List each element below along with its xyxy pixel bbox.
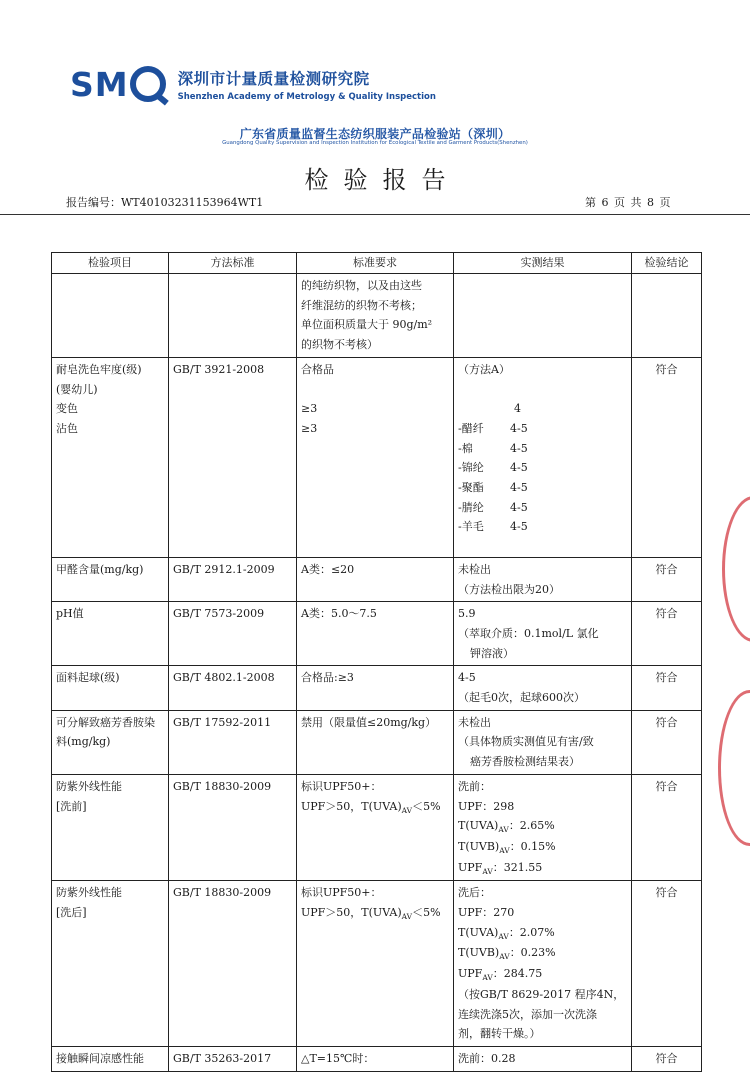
cell-requirement <box>297 774 454 881</box>
cell-result <box>454 710 632 774</box>
cell-requirement: A类：≤20 <box>297 557 454 601</box>
req-line: 合格品 <box>301 362 334 376</box>
cell-requirement <box>297 881 454 1047</box>
result-color-change: 4 <box>514 402 521 416</box>
item-line: 耐皂洗色牢度(级) <box>56 362 142 376</box>
cell-item: pH值 <box>52 602 169 666</box>
result-text: UPF <box>458 860 483 874</box>
table-row <box>52 881 702 1047</box>
result-text: ：0.23% <box>509 946 556 960</box>
stain-value: 4-5 <box>510 481 528 495</box>
result-line <box>458 964 627 985</box>
cell-item: 接触瞬间凉感性能 <box>52 1046 169 1071</box>
cell-requirement: 禁用（限量值≤20mg/kg） <box>297 710 454 774</box>
cell-verdict: 符合 <box>632 710 702 774</box>
cell-result <box>454 666 632 710</box>
req-line: 的纯纺织物，以及由这些 <box>301 279 422 292</box>
req-line <box>301 797 449 818</box>
req-text: UPF＞50，T(UVA) <box>301 799 402 813</box>
cell-method: GB/T 18830-2009 <box>169 881 297 1047</box>
cell-requirement <box>297 274 454 358</box>
inspection-results-table <box>51 252 702 1072</box>
result-line: 钾溶液） <box>470 646 514 660</box>
result-line <box>458 816 627 837</box>
result-line: 癌芳香胺检测结果表） <box>470 755 580 769</box>
cell-item <box>52 881 169 1047</box>
cell-verdict: 符合 <box>632 357 702 557</box>
cell-result <box>454 881 632 1047</box>
cell-method: GB/T 17592-2011 <box>169 710 297 774</box>
stain-label: -醋纤 <box>458 421 484 435</box>
item-line: [洗前] <box>56 799 87 813</box>
result-line: 未检出 <box>458 715 491 729</box>
cell-result <box>454 774 632 881</box>
subscript: AV <box>401 805 413 815</box>
cell-item <box>52 274 169 358</box>
table-row <box>52 602 702 666</box>
stain-line <box>458 478 627 498</box>
result-line <box>458 858 627 879</box>
header-verdict: 检验结论 <box>632 253 702 274</box>
smq-logo-letters: SM <box>70 64 129 104</box>
result-line: 5.9 <box>458 607 476 621</box>
stain-label: -棉 <box>458 441 473 455</box>
stain-line <box>458 439 627 459</box>
subscript: AV <box>499 952 510 962</box>
cell-item: 甲醛含量(mg/kg) <box>52 557 169 601</box>
req-line: 标识UPF50+： <box>301 779 382 793</box>
result-line <box>458 380 627 400</box>
stain-label: -羊毛 <box>458 520 484 534</box>
cell-method: GB/T 4802.1-2008 <box>169 666 297 710</box>
table-row <box>52 1046 702 1071</box>
cell-item <box>52 774 169 881</box>
cell-item <box>52 710 169 774</box>
result-line: 连续洗涤5次，添加一次洗涤 <box>458 1007 597 1021</box>
institute-logo <box>70 62 436 106</box>
result-text: T(UVB) <box>458 839 500 853</box>
stain-line <box>458 517 627 537</box>
header-result: 实测结果 <box>454 253 632 274</box>
institute-name-cn: 深圳市计量质量检测研究院 <box>177 69 370 88</box>
result-line: 洗前： <box>458 779 491 793</box>
result-text: ：321.55 <box>492 860 543 874</box>
item-line: 可分解致癌芳香胺染 <box>56 715 155 729</box>
cell-verdict: 符合 <box>632 1046 702 1071</box>
table-row <box>52 710 702 774</box>
req-line: ≥3 <box>301 402 318 416</box>
cell-method: GB/T 2912.1-2009 <box>169 557 297 601</box>
req-line: 单位面积质量大于 90g/m² <box>301 318 433 332</box>
report-title: 检验报告 <box>304 166 461 194</box>
subscript: AV <box>498 825 509 835</box>
cell-method <box>169 274 297 358</box>
item-line: [洗后] <box>56 906 87 920</box>
result-line: （方法检出限为20） <box>458 582 560 596</box>
table-row <box>52 666 702 710</box>
result-line: UPF：270 <box>458 906 515 920</box>
cell-item <box>52 357 169 557</box>
item-line: 沾色 <box>56 421 78 435</box>
result-line: （起毛0次，起球600次） <box>458 691 585 705</box>
cell-verdict <box>632 274 702 358</box>
result-line: （具体物质实测值见有害/致 <box>458 735 594 749</box>
table-row <box>52 274 702 358</box>
result-text: T(UVB) <box>458 946 500 960</box>
result-line: （方法A） <box>458 362 510 376</box>
cell-requirement: A类：5.0～7.5 <box>297 602 454 666</box>
header-requirement: 标准要求 <box>297 253 454 274</box>
header-divider <box>0 214 750 215</box>
stain-value: 4-5 <box>510 520 528 534</box>
subscript: AV <box>401 912 413 922</box>
stain-line <box>458 458 627 478</box>
cell-result: 洗前：0.28 <box>454 1046 632 1071</box>
smq-logo <box>70 66 166 102</box>
result-text: T(UVA) <box>458 819 499 833</box>
page-number: 第 6 页 共 8 页 <box>585 196 671 209</box>
req-line: 的织物不考核） <box>301 338 378 352</box>
cell-item: 面料起球(级) <box>52 666 169 710</box>
stain-value: 4-5 <box>510 461 528 475</box>
cell-verdict: 符合 <box>632 774 702 881</box>
stain-line <box>458 419 627 439</box>
report-number: 报告编号：WT40103231153964WT1 <box>66 196 264 209</box>
result-line: 剂，翻转干燥。） <box>458 1027 541 1041</box>
stain-line <box>458 498 627 518</box>
stain-value: 4-5 <box>510 500 528 514</box>
cell-result <box>454 357 632 557</box>
table-header-row <box>52 253 702 274</box>
result-text: ：2.65% <box>508 819 555 833</box>
station-name-cn: 广东省质量监督生态纺织服装产品检验站（深圳） <box>239 127 511 141</box>
subscript: AV <box>482 866 493 876</box>
header-method: 方法标准 <box>169 253 297 274</box>
cell-method: GB/T 35263-2017 <box>169 1046 297 1071</box>
result-line <box>458 923 627 944</box>
req-text: UPF＞50，T(UVA) <box>301 906 402 920</box>
subscript: AV <box>498 931 509 941</box>
item-line: 变色 <box>56 402 78 416</box>
result-line: （萃取介质：0.1mol/L 氯化 <box>458 626 599 640</box>
cell-requirement <box>297 357 454 557</box>
req-line: 标识UPF50+： <box>301 886 382 900</box>
result-line: 未检出 <box>458 562 491 576</box>
cell-method: GB/T 7573-2009 <box>169 602 297 666</box>
result-text: T(UVA) <box>458 925 499 939</box>
cell-verdict: 符合 <box>632 602 702 666</box>
cell-verdict: 符合 <box>632 881 702 1047</box>
stain-value: 4-5 <box>510 441 528 455</box>
red-seal-stamp <box>722 496 750 642</box>
cell-method <box>169 357 297 557</box>
cell-method: GB/T 18830-2009 <box>169 774 297 881</box>
req-line <box>301 380 449 400</box>
item-line: (婴幼儿) <box>56 382 98 396</box>
smq-q-mark <box>130 66 166 102</box>
cell-result <box>454 602 632 666</box>
institute-name-en: Shenzhen Academy of Metrology & Quality Inspection <box>177 91 436 102</box>
result-line: （按GB/T 8629-2017 程序4N， <box>458 987 625 1001</box>
method-text: GB/T 3921-2008 <box>173 362 265 376</box>
item-line: 防紫外线性能 <box>56 886 122 900</box>
header-item: 检验项目 <box>52 253 169 274</box>
stain-value: 4-5 <box>510 421 528 435</box>
req-line <box>301 903 449 924</box>
cell-result <box>454 557 632 601</box>
result-line <box>458 837 627 858</box>
req-text: ＜5% <box>412 906 441 920</box>
result-line <box>458 943 627 964</box>
stain-label: -聚酯 <box>458 481 484 495</box>
subscript: AV <box>499 845 510 855</box>
result-line: UPF：298 <box>458 799 515 813</box>
cell-requirement: △T=15℃时： <box>297 1046 454 1071</box>
cell-verdict: 符合 <box>632 557 702 601</box>
result-text: ：2.07% <box>508 925 555 939</box>
cell-result <box>454 274 632 358</box>
req-line: ≥3 <box>301 421 318 435</box>
result-line: 4-5 <box>458 671 476 685</box>
result-text: ：0.15% <box>509 839 556 853</box>
table-row <box>52 557 702 601</box>
table-row <box>52 357 702 557</box>
item-line: 料(mg/kg) <box>56 735 111 749</box>
req-line: 纤维混纺的织物不考核； <box>301 298 422 312</box>
result-text: ：284.75 <box>492 967 543 981</box>
stain-label: -腈纶 <box>458 500 484 514</box>
cell-verdict: 符合 <box>632 666 702 710</box>
station-name-en: Guangdong Quality Supervision and Inspection Institution for Ecological Textile and Garment Products(Shenzhen) <box>222 140 528 146</box>
stain-label: -锦纶 <box>458 461 484 475</box>
item-line: 防紫外线性能 <box>56 779 122 793</box>
cell-requirement: 合格品:≥3 <box>297 666 454 710</box>
table-row <box>52 774 702 881</box>
req-text: ＜5% <box>412 799 441 813</box>
result-text: UPF <box>458 967 483 981</box>
result-line: 洗后： <box>458 886 491 900</box>
subscript: AV <box>482 973 493 983</box>
red-seal-stamp <box>718 690 750 846</box>
